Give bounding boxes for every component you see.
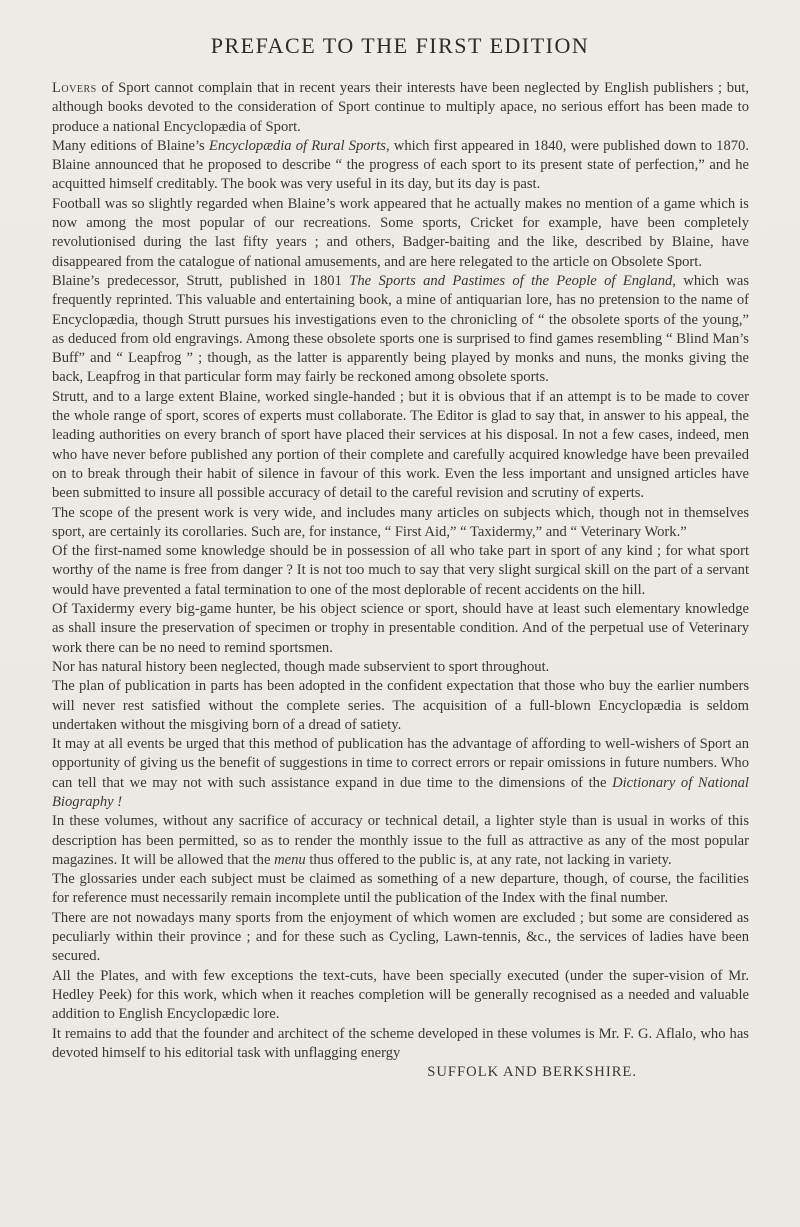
signature: SUFFOLK AND BERKSHIRE. <box>427 1064 637 1081</box>
paragraph-text: , which first appeared in 1840, were published down to 1870. Blaine announced that he proposed to describe “ the progress of each sport to its present state of perfection,” and he acquitted himself creditably. The book was very useful in its day, but its day is past. <box>52 137 749 193</box>
paragraph-5: Strutt, and to a large extent Blaine, worked single-handed ; but it is obvious that if an attempt is to be made to cover the whole range of sport, scores of experts must collaborate. The Editor is glad to say that, in answer to his appeal, the leading authorities on every branch of sport have placed their services at his disposal. In not a few cases, indeed, men who have never before published any portion of their complete and carefully acquired knowledge have been prevailed on to break through their habit of silence in favour of this work. Even the less important and unsigned articles have been submitted to insure all possible accuracy of detail to the careful revision and scrutiny of experts. <box>52 388 749 502</box>
paragraph-12 <box>52 812 749 870</box>
paragraph-text: It may at all events be urged that this method of publication has the advantage of affording to well-wishers of Sport an opportunity of giving us the benefit of suggestions in time to correct errors or repair omissions in future numbers. Who can tell that we may not with such assistance expand in due time to the dimensions of the <box>52 736 749 791</box>
paragraph-1 <box>52 79 749 137</box>
paragraph-14: There are not nowadays many sports from the enjoyment of which women are excluded ; but some are considered as peculiarly within their province ; and for these such as Cycling, Lawn-tennis, &c., the services of ladies have been secured. <box>52 909 749 965</box>
book-title: The Sports and Pastimes of the People of England <box>349 272 673 289</box>
paragraph-11 <box>52 735 749 812</box>
paragraph-text: of Sport cannot complain that in recent years their interests have been neglected by English publishers ; but, although books devoted to the consideration of Sport continue to multiply apace, no serious effort has been made to produce a national Encyclopædia of Sport. <box>52 80 749 135</box>
paragraph-text: , which was frequently reprinted. This valuable and entertaining book, a mine of antiquarian lore, has no pretension to the name of Encyclopædia, though Strutt pursues his investigations even to the chronicling of “ the obsolete sports of the young,” as deduced from old engravings. Among these obsolete sports one is surprised to find games resembling “ Blind Man’s Buff” and “ Leapfrog ” ; though, as the latter is apparently being played by monks and nuns, the monks giving the back, Leapfrog in that particular form may fairly be reckoned among obsolete sports. <box>52 272 749 386</box>
paragraph-13: The glossaries under each subject must be claimed as something of a new departure, though, of course, the facilities for reference must necessarily remain incomplete until the publication of the Index with the final number. <box>52 871 749 907</box>
paragraph-4 <box>52 272 749 388</box>
paragraph-16: It remains to add that the founder and architect of the scheme developed in these volumes is Mr. F. G. Aflalo, who has devoted himself to his editorial task with unflagging energy <box>52 1025 749 1061</box>
paragraph-2 <box>52 137 749 195</box>
page-title: PREFACE TO THE FIRST EDITION <box>210 33 590 58</box>
drop-lead-word: Lovers <box>52 80 97 96</box>
book-title: Encyclopædia of Rural Sports <box>208 137 386 154</box>
paragraph-15: All the Plates, and with few exceptions the text-cuts, have been specially executed (under the super-vision of Mr. Hedley Peek) for this work, which when it reaches completion will be generally recognised as a needed and valuable addition to English Encyclopædic lore. <box>52 967 749 1023</box>
paragraph-3: Football was so slightly regarded when Blaine’s work appeared that he actually makes no mention of a game which is now among the most popular of our recreations. Some sports, Cricket for example, have been completely revolutionised during the last fifty years ; and others, Badger-baiting and the like, described by Blaine, have disappeared from the catalogue of national amusements, and are here relegated to the article on Obsolete Sport. <box>52 195 749 270</box>
paragraph-text: Blaine’s predecessor, Strutt, published in 1801 <box>52 272 350 289</box>
paragraph-6: The scope of the present work is very wide, and includes many articles on subjects which, though not in themselves sport, are certainly its corollaries. Such are, for instance, “ First Aid,” “ Taxidermy,” and “ Veterinary Work.” <box>52 504 749 540</box>
paragraph-text: thus offered to the public is, at any rate, not lacking in variety. <box>305 851 672 868</box>
paragraph-7: Of the first-named some knowledge should be in possession of all who take part in sport of any kind ; for what sport worthy of the name is free from danger ? It is not too much to say that very slight surgical skill on the part of a servant would have prevented a fatal termination to one of the most deplorable of recent accidents on the hill. <box>52 543 749 598</box>
book-title: Dictionary of National Biography ! <box>52 774 749 810</box>
paragraph-8: Of Taxidermy every big-game hunter, be his object science or sport, should have at least such elementary knowledge as shall insure the preservation of specimen or trophy in presentable condition. And of the perpetual use of Veterinary work there can be no need to remind sportsmen. <box>52 601 749 656</box>
paragraph-text: Many editions of Blaine’s <box>52 137 209 154</box>
paragraph-10: The plan of publication in parts has been adopted in the confident expectation that those who buy the earlier numbers will never rest satisfied without the complete series. The acquisition of a full-blown Encyclopædia is seldom undertaken without the misgiving born of a dread of satiety. <box>52 678 749 733</box>
paragraph-text: In these volumes, without any sacrifice of accuracy or technical detail, a lighter style than is usual in works of this description has been permitted, so as to render the monthly issue to the full as attractive as any of the most popular magazines. It will be allowed that the <box>52 813 749 868</box>
preface-body <box>52 79 749 1082</box>
italic-word: menu <box>274 851 306 868</box>
paragraph-9: Nor has natural history been neglected, though made subservient to sport throughout. <box>52 658 550 675</box>
